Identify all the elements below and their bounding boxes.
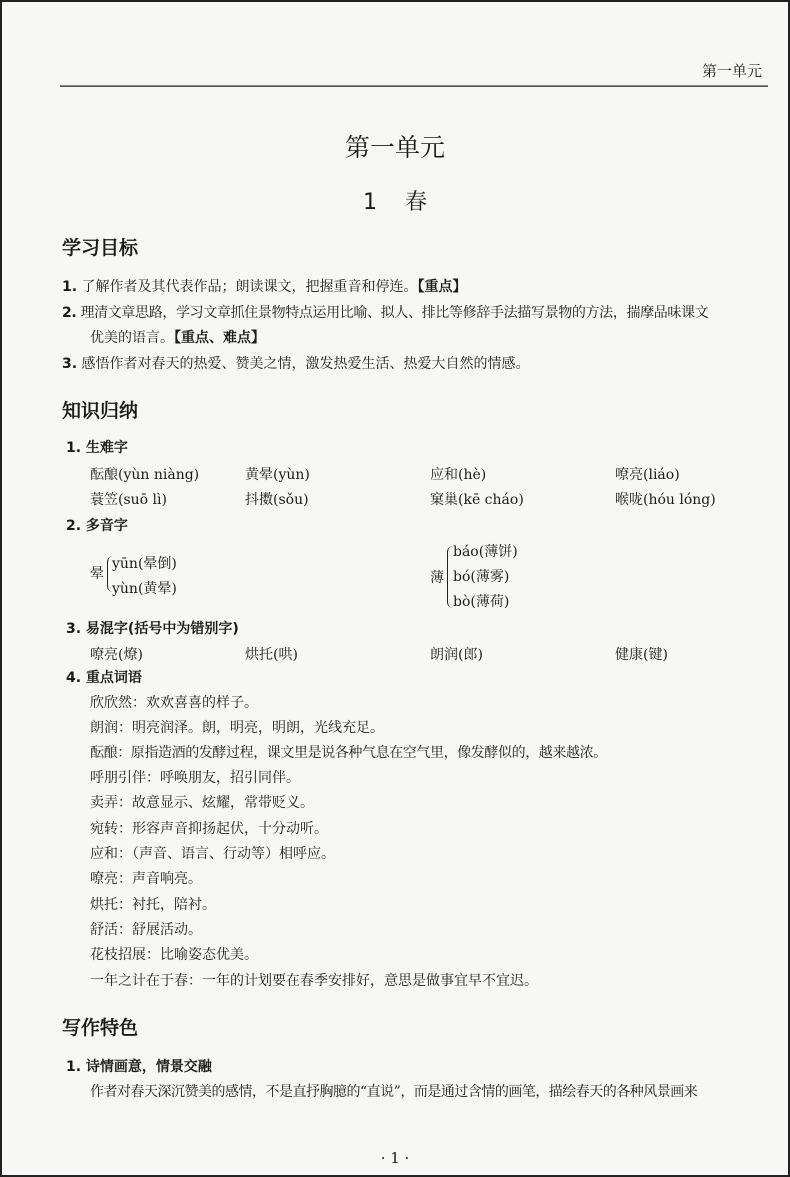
reading-item: yùn(黄晕) [112, 581, 177, 597]
lesson-number: 1 [362, 190, 377, 215]
confusable-item: 朗润(郎) [430, 647, 483, 663]
section-heading-writing: 写作特色 [62, 1017, 139, 1039]
section-heading-goals: 学习目标 [62, 237, 139, 259]
polyphonic-char: 晕 [90, 566, 104, 582]
vocab-entry: 朗润：明亮润泽。朗，明亮，明朗，光线充足。 [90, 720, 384, 736]
char-item: 酝酿(yùn niàng) [90, 467, 200, 483]
page-number: · 1 · [380, 1149, 410, 1167]
goal-item: 2. 理清文章思路，学习文章抓住景物特点运用比喻、拟人、排比等修辞手法描写景物的方法，揣摩品味课文 [62, 305, 709, 321]
goal-item: 3. 感悟作者对春天的热爱、赞美之情，激发热爱生活、热爱大自然的情感。 [62, 356, 530, 372]
vocab-entry: 舒活：舒展活动。 [90, 922, 202, 938]
confusable-item: 健康(键) [615, 647, 668, 663]
vocab-entry: 应和：（声音、语言、行动等）相呼应。 [90, 846, 335, 862]
chapter-title: 第一单元 [344, 133, 445, 162]
subheading-vocabulary: 4. 重点词语 [66, 670, 142, 686]
subheading-polyphonic: 2. 多音字 [66, 518, 128, 534]
header-rule [60, 85, 768, 87]
goal-item: 1. 了解作者及其代表作品；朗读课文，把握重音和停连。【重点】 [62, 279, 467, 295]
vocab-entry: 呼朋引伴：呼唤朋友，招引同伴。 [90, 770, 300, 786]
vocab-entry: 烘托：衬托，陪衬。 [90, 897, 216, 913]
char-item: 蓑笠(suō lì) [90, 492, 167, 508]
lesson-name: 春 [404, 190, 427, 215]
char-item: 应和(hè) [430, 467, 487, 483]
vocab-entry: 卖弄：故意显示、炫耀，常带贬义。 [90, 795, 314, 811]
subheading-writing-feature: 1. 诗情画意，情景交融 [66, 1059, 212, 1075]
running-header: 第一单元 [701, 62, 762, 80]
reading-item: yūn(晕倒) [112, 556, 177, 572]
char-item: 窠巢(kē cháo) [430, 492, 524, 508]
goal-item-continued: 优美的语言。【重点、难点】 [90, 330, 265, 346]
writing-paragraph: 作者对春天深沉赞美的感情，不是直抒胸臆的“直说”，而是通过含情的画笔，描绘春天的各种风景画来 [90, 1084, 698, 1100]
confusable-item: 嘹亮(燎) [90, 647, 143, 663]
reading-item: báo(薄饼) [453, 544, 518, 560]
reading-item: bò(薄荷) [453, 594, 510, 610]
section-heading-knowledge: 知识归纳 [62, 400, 139, 422]
char-item: 抖擞(sǒu) [245, 492, 309, 508]
vocab-entry: 欣欣然：欢欢喜喜的样子。 [90, 695, 258, 711]
vocab-entry: 酝酿：原指造酒的发酵过程，课文里是说各种气息在空气里，像发酵似的，越来越浓。 [90, 745, 607, 761]
polyphonic-char: 薄 [430, 570, 444, 586]
reading-item: bó(薄雾) [453, 569, 510, 585]
char-item: 黄晕(yùn) [245, 467, 310, 483]
subheading-rare-chars: 1. 生难字 [66, 440, 128, 456]
lesson-title [0, 185, 790, 216]
subheading-confusables: 3. 易混字(括号中为错别字) [66, 621, 239, 637]
char-item: 嘹亮(liáo) [615, 467, 680, 483]
vocab-entry: 花枝招展：比喻姿态优美。 [90, 947, 258, 963]
vocab-entry: 一年之计在于春：一年的计划要在春季安排好，意思是做事宜早不宜迟。 [90, 973, 538, 989]
vocab-entry: 嘹亮：声音响亮。 [90, 871, 202, 887]
vocab-entry: 宛转：形容声音抑扬起伏，十分动听。 [90, 821, 328, 837]
char-item: 喉咙(hóu lóng) [615, 492, 716, 508]
confusable-item: 烘托(哄) [245, 647, 298, 663]
